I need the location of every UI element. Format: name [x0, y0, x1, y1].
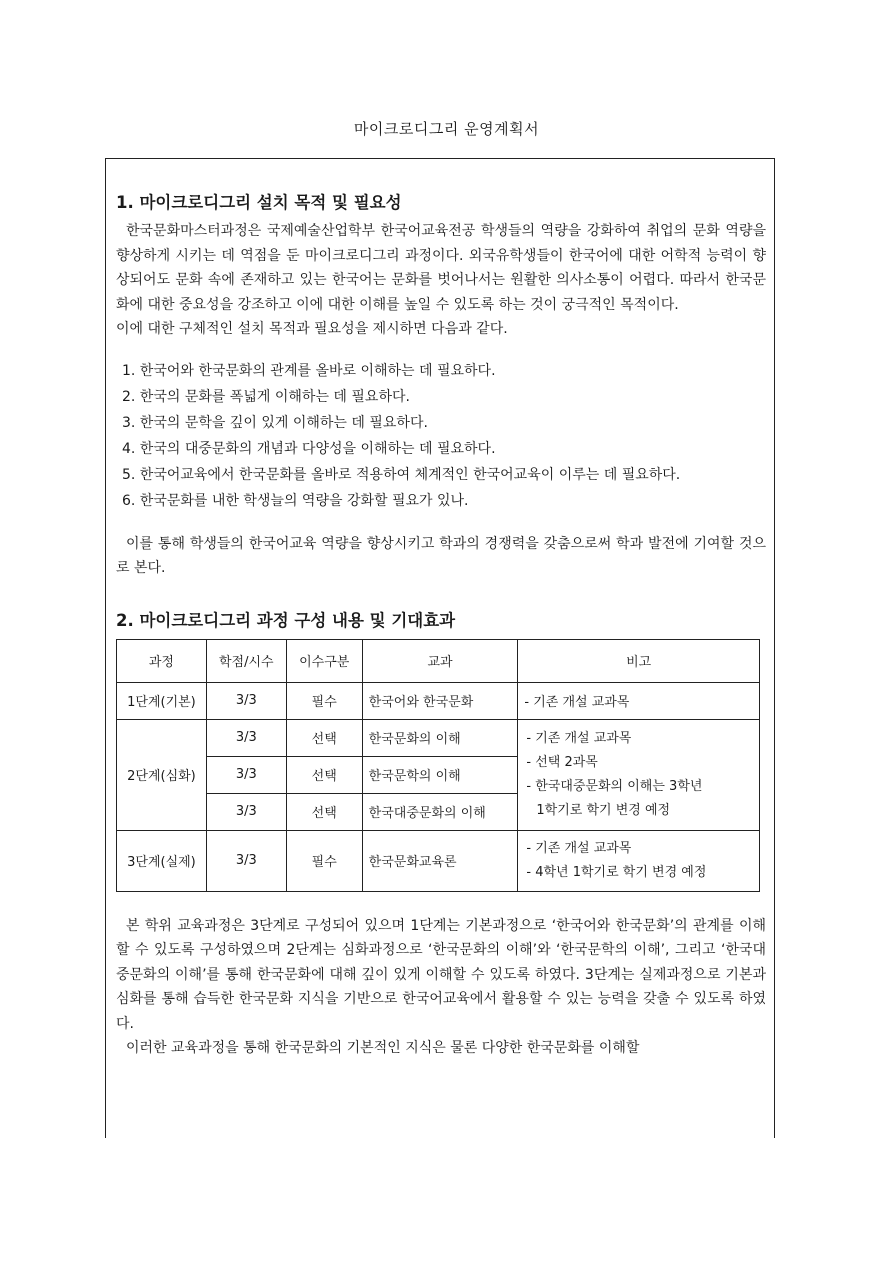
- stage-cell: 3단계(실제): [117, 830, 207, 891]
- section1-conclusion: 이를 통해 학생들의 한국어교육 역량을 향상시키고 학과의 경쟁력을 갖춤으로써 학과 발전에 기여할 것으로 본다.: [116, 535, 766, 576]
- type-cell: 선택: [286, 756, 362, 793]
- course-cell: 한국문학의 이해: [362, 756, 518, 793]
- credits-cell: 3/3: [206, 756, 286, 793]
- table-row: [117, 682, 760, 719]
- list-item: 3. 한국의 문학을 깊이 있게 이해하는 데 필요하다.: [122, 414, 428, 431]
- note-line: - 기존 개설 교과목: [526, 840, 632, 856]
- credits-cell: 3/3: [206, 682, 286, 719]
- note-line: - 기존 개설 교과목: [526, 730, 632, 746]
- header-credits: 학점/시수: [206, 639, 286, 682]
- course-table: [116, 639, 760, 892]
- course-cell: 한국어와 한국문화: [362, 682, 518, 719]
- note-line: 1학기로 학기 변경 예정: [536, 802, 671, 818]
- type-cell: 선택: [286, 719, 362, 756]
- type-cell: 필수: [286, 682, 362, 719]
- note-line: - 선택 2과목: [526, 754, 598, 770]
- purpose-list: [116, 358, 766, 514]
- list-item: 6. 한국문화를 내한 학생늘의 역량을 강화할 필요가 있나.: [122, 492, 469, 509]
- section1-lead: 이에 대한 구체적인 설치 목적과 필요성을 제시하면 다음과 같다.: [116, 321, 508, 337]
- list-item: 2. 한국의 문화를 폭넓게 이해하는 데 필요하다.: [122, 388, 410, 405]
- note-line: - 4학년 1학기로 학기 변경 예정: [526, 864, 707, 880]
- document-frame: [105, 158, 775, 1138]
- header-type: 이수구분: [286, 639, 362, 682]
- section1-paragraph: 한국문화마스터과정은 국제예술산업학부 한국어교육전공 학생들의 역량을 강화하여 취업의 문화 역량을 향상하게 시키는 데 역점을 둔 마이크로디그리 과정이다. 외국유학생들이 한국어에 대한 어학적 능력이 향상되어도 문화 속에 존재하고 있는 한국어는 문화를 벗어나서는 원활한 의사소통이 어렵다. 따라서 한국문화에 대한 중요성을 강조하고 이에 대한 이해를 높일 수 있도록 하는 것이 궁극적인 목적이다.: [116, 223, 766, 313]
- section1-heading: 1. 마이크로디그리 설치 목적 및 필요성: [116, 193, 402, 212]
- section2-paragraph: 본 학위 교육과정은 3단계로 구성되어 있으며 1단계는 기본과정으로 ‘한국어와 한국문화’의 관계를 이해할 수 있도록 구성하였으며 2단계는 심화과정으로 ‘한국문화의 이해’와 ‘한국문학의 이해’, 그리고 ‘한국대중문화의 이해’를 통해 한국문화에 대해 깊이 있게 이해할 수 있도록 하였다. 3단계는 실제과정으로 기본과 심화를 통해 습득한 한국문화 지식을 기반으로 한국어교육에서 활용할 수 있는 능력을 갖출 수 있도록 하였다.: [116, 917, 766, 1032]
- type-cell: 필수: [286, 830, 362, 891]
- course-cell: 한국대중문화의 이해: [362, 793, 518, 830]
- header-stage: 과정: [117, 639, 207, 682]
- course-cell: 한국문화교육론: [362, 830, 518, 891]
- course-cell: 한국문화의 이해: [362, 719, 518, 756]
- list-item: 5. 한국어교육에서 한국문화를 올바로 적용하여 체계적인 한국어교육이 이루는 데 필요하다.: [122, 466, 681, 483]
- note-line: - 한국대중문화의 이해는 3학년: [526, 778, 703, 794]
- table-header-row: [117, 639, 760, 682]
- document-title: 마이크로디그리 운영계획서: [353, 120, 540, 138]
- table-row: [117, 719, 760, 756]
- section2-heading: 2. 마이크로디그리 과정 구성 내용 및 기대효과: [116, 610, 456, 630]
- list-item: 1. 한국어와 한국문화의 관계를 올바로 이해하는 데 필요하다.: [122, 362, 496, 379]
- stage-cell: 2단계(심화): [117, 719, 207, 830]
- header-course: 교과: [362, 639, 518, 682]
- list-item: 4. 한국의 대중문화의 개념과 다양성을 이해하는 데 필요하다.: [122, 440, 496, 457]
- table-row: [117, 830, 760, 891]
- note-cell: - 기존 개설 교과목: [518, 682, 760, 719]
- note-cell: [518, 830, 760, 891]
- credits-cell: 3/3: [206, 830, 286, 891]
- credits-cell: 3/3: [206, 793, 286, 830]
- type-cell: 선택: [286, 793, 362, 830]
- credits-cell: 3/3: [206, 719, 286, 756]
- note-cell: [518, 719, 760, 830]
- header-note: 비고: [518, 639, 760, 682]
- section2-cutoff-line: 이러한 교육과정을 통해 한국문화의 기본적인 지식은 물론 다양한 한국문화를 이해할: [126, 1040, 640, 1056]
- stage-cell: 1단계(기본): [117, 682, 207, 719]
